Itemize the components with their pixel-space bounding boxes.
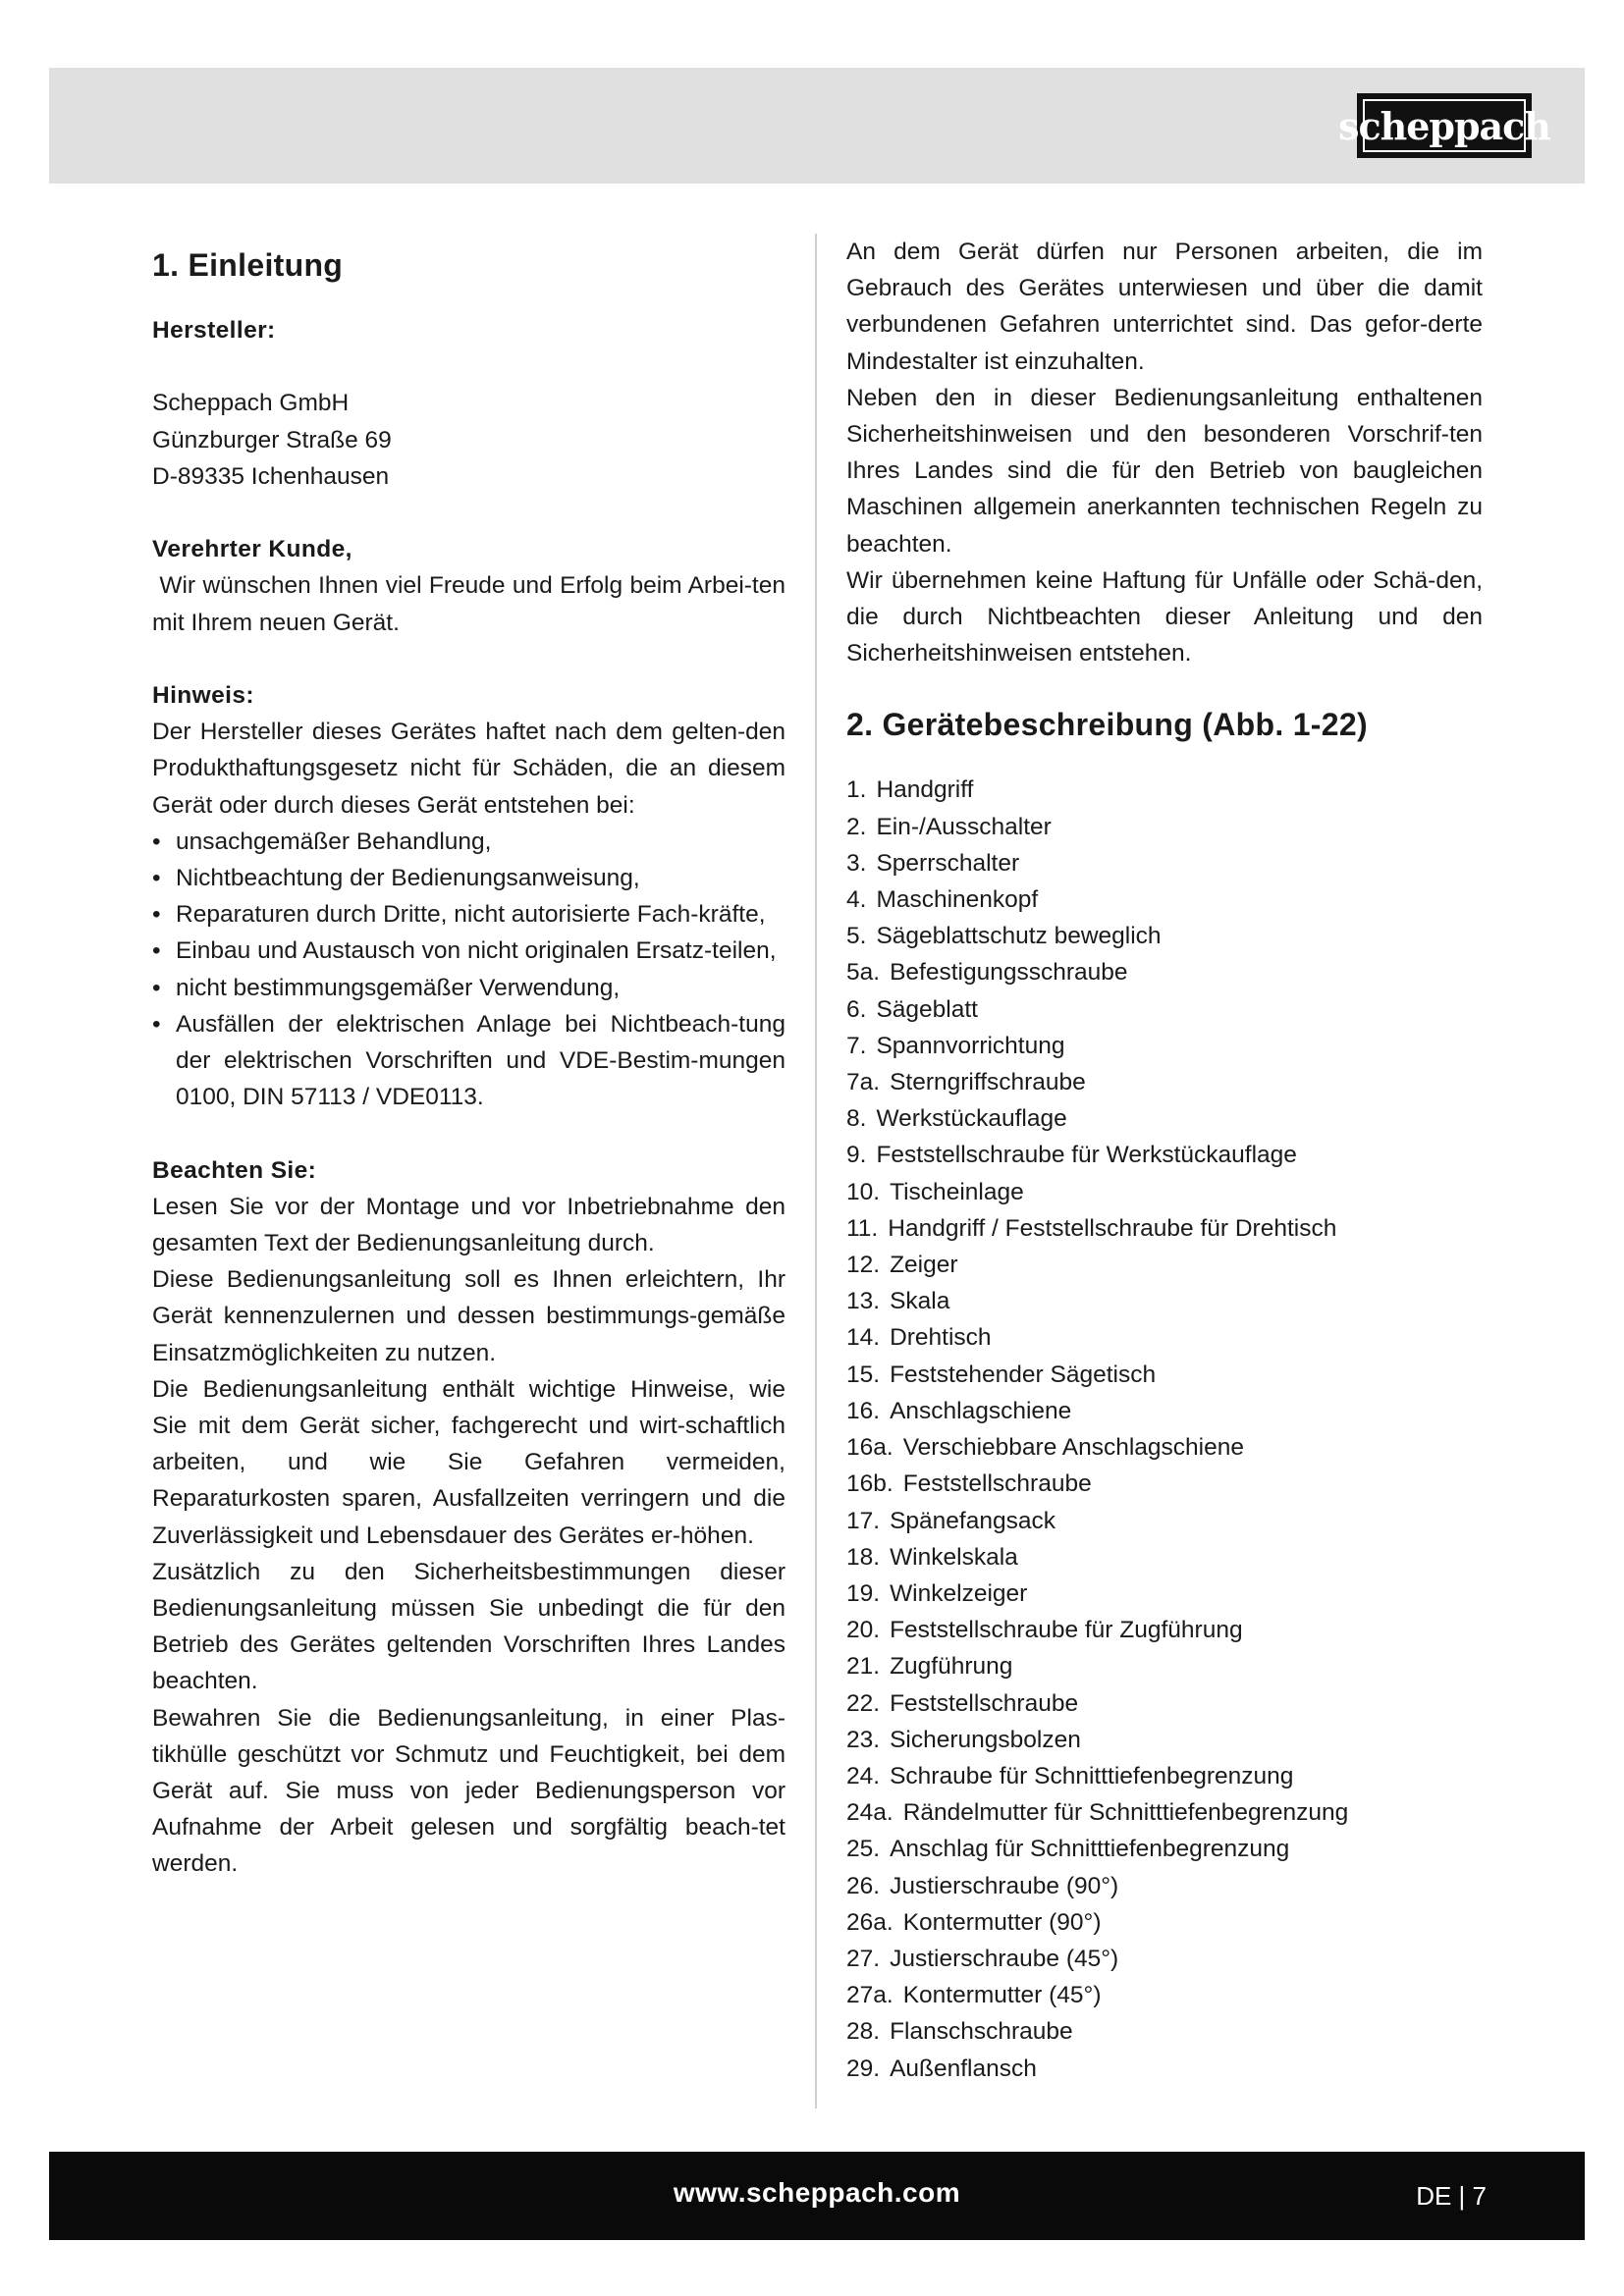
part-number: 14. <box>846 1324 881 1352</box>
list-item <box>846 1100 1483 1137</box>
greeting-heading: Verehrter Kunde, <box>152 536 352 563</box>
note-heading: Hinweis: <box>152 681 254 709</box>
part-number: 19. <box>846 1579 881 1607</box>
address-line: D-89335 Ichenhausen <box>152 462 390 490</box>
part-number: 13. <box>846 1288 881 1315</box>
list-item <box>846 1941 1483 1977</box>
part-label: Zeiger <box>890 1252 958 1279</box>
part-number: 26. <box>846 1872 881 1899</box>
part-label: Justierschraube (45°) <box>890 1945 1119 1972</box>
list-item <box>846 845 1483 881</box>
part-label: Spannvorrichtung <box>876 1032 1065 1059</box>
body-paragraph: Neben den in dieser Bedienungsanleitung enthaltenen Sicherheitshinweisen und den besonderen Vorschrif-ten Ihres Landes sind die für den Betrieb von baugleichen Maschinen allgemein anerkannten technischen Regeln zu beachten. <box>846 384 1483 558</box>
list-item <box>846 1137 1483 1173</box>
part-label: Handgriff <box>876 776 974 804</box>
part-label: Anschlagschiene <box>890 1397 1072 1424</box>
parts-list <box>846 772 1483 2086</box>
list-item <box>846 1429 1483 1466</box>
list-item <box>846 809 1483 845</box>
part-label: Ein-/Ausschalter <box>876 813 1052 840</box>
part-label: Feststellschraube <box>902 1470 1092 1498</box>
list-item <box>846 918 1483 954</box>
attention-paragraph: Zusätzlich zu den Sicherheitsbestimmungen dieser Bedienungsanleitung müssen Sie unbedingt die für den Betrieb des Gerätes geltenden Vorschriften Ihres Landes beachten. <box>152 1558 785 1695</box>
scheppach-logo: scheppach <box>1357 93 1532 158</box>
list-item <box>846 1539 1483 1575</box>
list-item <box>846 1357 1483 1393</box>
part-label: Feststellschraube für Zugführung <box>890 1617 1243 1644</box>
part-number: 16b. <box>846 1470 893 1498</box>
list-item <box>846 1466 1483 1502</box>
left-column <box>152 234 792 1883</box>
address-line: Günzburger Straße 69 <box>152 426 392 454</box>
part-number: 22. <box>846 1689 881 1717</box>
part-label: Justierschraube (90°) <box>890 1872 1119 1899</box>
part-label: Sicherungsbolzen <box>890 1726 1081 1753</box>
list-item <box>846 1977 1483 2013</box>
list-item <box>846 1831 1483 1867</box>
part-label: Skala <box>890 1288 950 1315</box>
part-number: 23. <box>846 1726 881 1753</box>
list-item: • Reparaturen durch Dritte, nicht autorisierte Fach-kräfte, <box>152 896 785 933</box>
attention-paragraph: Diese Bedienungsanleitung soll es Ihnen erleichtern, Ihr Gerät kennenzulernen und dessen bestimmungs-gemäße Einsatzmöglichkeiten zu nutzen. <box>152 1266 785 1366</box>
note-list <box>152 824 785 1116</box>
column-divider <box>815 234 817 2109</box>
list-item <box>846 1575 1483 1612</box>
part-label: Rändelmutter für Schnitttiefenbegrenzung <box>902 1799 1349 1827</box>
part-number: 24. <box>846 1762 881 1789</box>
part-label: Winkelzeiger <box>890 1579 1028 1607</box>
part-number: 2. <box>846 813 867 840</box>
section-title-einleitung: 1. Einleitung <box>152 247 344 283</box>
greeting-text: Wir wünschen Ihnen viel Freude und Erfolg beim Arbei-ten mit Ihrem neuen Gerät. <box>152 572 792 636</box>
list-item <box>846 1758 1483 1794</box>
part-number: 1. <box>846 776 867 804</box>
part-number: 18. <box>846 1543 881 1571</box>
list-item <box>846 991 1483 1028</box>
list-item <box>846 1028 1483 1064</box>
part-number: 11. <box>846 1214 879 1242</box>
part-number: 8. <box>846 1105 867 1133</box>
part-number: 10. <box>846 1178 881 1205</box>
part-label: Drehtisch <box>890 1324 992 1352</box>
list-item <box>846 2013 1483 2050</box>
part-label: Flanschschraube <box>890 2018 1073 2046</box>
part-label: Kontermutter (45°) <box>902 1982 1102 2009</box>
part-label: Tischeinlage <box>890 1178 1024 1205</box>
part-number: 20. <box>846 1617 881 1644</box>
attention-paragraph: Bewahren Sie die Bedienungsanleitung, in einer Plas-tikhülle geschützt vor Schmutz und Feuchtigkeit, bei dem Gerät auf. Sie muss von jeder Bedienungsperson vor Aufnahme der Arbeit gelesen und sorgfältig beach-tet werden. <box>152 1704 785 1878</box>
part-number: 17. <box>846 1507 881 1534</box>
list-item <box>846 1319 1483 1356</box>
part-label: Feststehender Sägetisch <box>890 1361 1157 1388</box>
part-label: Sperrschalter <box>876 849 1020 877</box>
part-label: Sägeblattschutz beweglich <box>876 923 1162 950</box>
part-label: Sägeblatt <box>876 995 978 1023</box>
part-label: Anschlag für Schnitttiefenbegrenzung <box>890 1836 1290 1863</box>
part-number: 16a. <box>846 1434 893 1462</box>
list-item <box>846 1503 1483 1539</box>
part-number: 21. <box>846 1653 881 1681</box>
list-item <box>846 954 1483 990</box>
part-number: 7. <box>846 1032 867 1059</box>
part-label: Befestigungsschraube <box>890 959 1128 987</box>
list-item: • Nichtbeachtung der Bedienungsanweisung, <box>152 860 785 896</box>
body-paragraph: An dem Gerät dürfen nur Personen arbeiten, die im Gebrauch des Gerätes unterwiesen und über die damit verbundenen Gefahren unterrichtet sind. Das gefor-derte Mindestalter ist einzuhalten. <box>846 239 1483 375</box>
part-label: Spänefangsack <box>890 1507 1056 1534</box>
part-label: Schraube für Schnitttiefenbegrenzung <box>890 1762 1294 1789</box>
part-number: 25. <box>846 1836 881 1863</box>
list-item <box>846 1612 1483 1648</box>
list-item <box>846 1393 1483 1429</box>
list-item <box>846 1722 1483 1758</box>
part-number: 5a. <box>846 959 881 987</box>
list-item <box>846 1648 1483 1684</box>
part-number: 29. <box>846 2055 881 2082</box>
part-label: Sterngriffschraube <box>890 1069 1086 1096</box>
page-number: DE | 7 <box>1416 2181 1487 2211</box>
list-item <box>846 1904 1483 1941</box>
part-number: 5. <box>846 923 867 950</box>
section-title-geraetebeschreibung: 2. Gerätebeschreibung (Abb. 1-22) <box>846 707 1368 743</box>
part-number: 9. <box>846 1142 867 1169</box>
manufacturer-heading: Hersteller: <box>152 317 276 344</box>
right-column <box>846 234 1483 2087</box>
part-label: Verschiebbare Anschlagschiene <box>902 1434 1245 1462</box>
list-item: • Ausfällen der elektrischen Anlage bei Nichtbeach-tung der elektrischen Vorschriften und VDE-Bestim-mungen 0100, DIN 57113 / VDE0113. <box>152 1006 785 1116</box>
part-label: Außenflansch <box>890 2055 1037 2082</box>
part-number: 4. <box>846 886 867 914</box>
part-number: 28. <box>846 2018 881 2046</box>
part-label: Feststellschraube <box>890 1689 1079 1717</box>
part-number: 6. <box>846 995 867 1023</box>
footer-band <box>49 2152 1585 2240</box>
part-label: Werkstückauflage <box>876 1105 1067 1133</box>
attention-paragraph: Die Bedienungsanleitung enthält wichtige Hinweise, wie Sie mit dem Gerät sicher, fachgerecht und wirt-schaftlich arbeiten, und wie Sie Gefahren vermeiden, Reparaturkosten sparen, Ausfallzeiten verringern und die Zuverlässigkeit und Lebensdauer des Gerätes er-höhen. <box>152 1375 785 1549</box>
part-label: Maschinenkopf <box>876 886 1039 914</box>
list-item <box>846 1685 1483 1722</box>
part-label: Handgriff / Feststellschraube für Drehtisch <box>888 1214 1337 1242</box>
part-number: 24a. <box>846 1799 893 1827</box>
part-label: Winkelskala <box>890 1543 1018 1571</box>
list-item <box>846 1283 1483 1319</box>
list-item <box>846 1247 1483 1283</box>
part-label: Feststellschraube für Werkstückauflage <box>876 1142 1297 1169</box>
list-item <box>846 1064 1483 1100</box>
part-number: 15. <box>846 1361 881 1388</box>
list-item <box>846 1210 1483 1247</box>
part-label: Kontermutter (90°) <box>902 1908 1102 1936</box>
part-number: 16. <box>846 1397 881 1424</box>
part-number: 27. <box>846 1945 881 1972</box>
list-item: • nicht bestimmungsgemäßer Verwendung, <box>152 970 785 1006</box>
list-item: • unsachgemäßer Behandlung, <box>152 824 785 860</box>
note-text: Der Hersteller dieses Gerätes haftet nach dem gelten-den Produkthaftungsgesetz nicht für Schäden, die an diesem Gerät oder durch dieses Gerät entstehen bei: <box>152 719 785 819</box>
attention-paragraph: Lesen Sie vor der Montage und vor Inbetriebnahme den gesamten Text der Bedienungsanleitung durch. <box>152 1193 785 1257</box>
part-number: 3. <box>846 849 867 877</box>
part-number: 26a. <box>846 1908 893 1936</box>
part-number: 7a. <box>846 1069 881 1096</box>
list-item <box>846 1794 1483 1831</box>
list-item: • Einbau und Austausch von nicht originalen Ersatz-teilen, <box>152 933 785 969</box>
list-item <box>846 2051 1483 2087</box>
list-item <box>846 1868 1483 1904</box>
list-item <box>846 881 1483 918</box>
part-number: 12. <box>846 1252 881 1279</box>
list-item <box>846 1174 1483 1210</box>
list-item <box>846 772 1483 808</box>
part-number: 27a. <box>846 1982 893 2009</box>
website-link[interactable]: www.scheppach.com <box>673 2177 961 2208</box>
body-paragraph: Wir übernehmen keine Haftung für Unfälle oder Schä-den, die durch Nichtbeachten dieser Anleitung und den Sicherheitshinweisen entstehen. <box>846 566 1483 667</box>
attention-heading: Beachten Sie: <box>152 1156 317 1184</box>
part-label: Zugführung <box>890 1653 1013 1681</box>
address-line: Scheppach GmbH <box>152 390 350 417</box>
